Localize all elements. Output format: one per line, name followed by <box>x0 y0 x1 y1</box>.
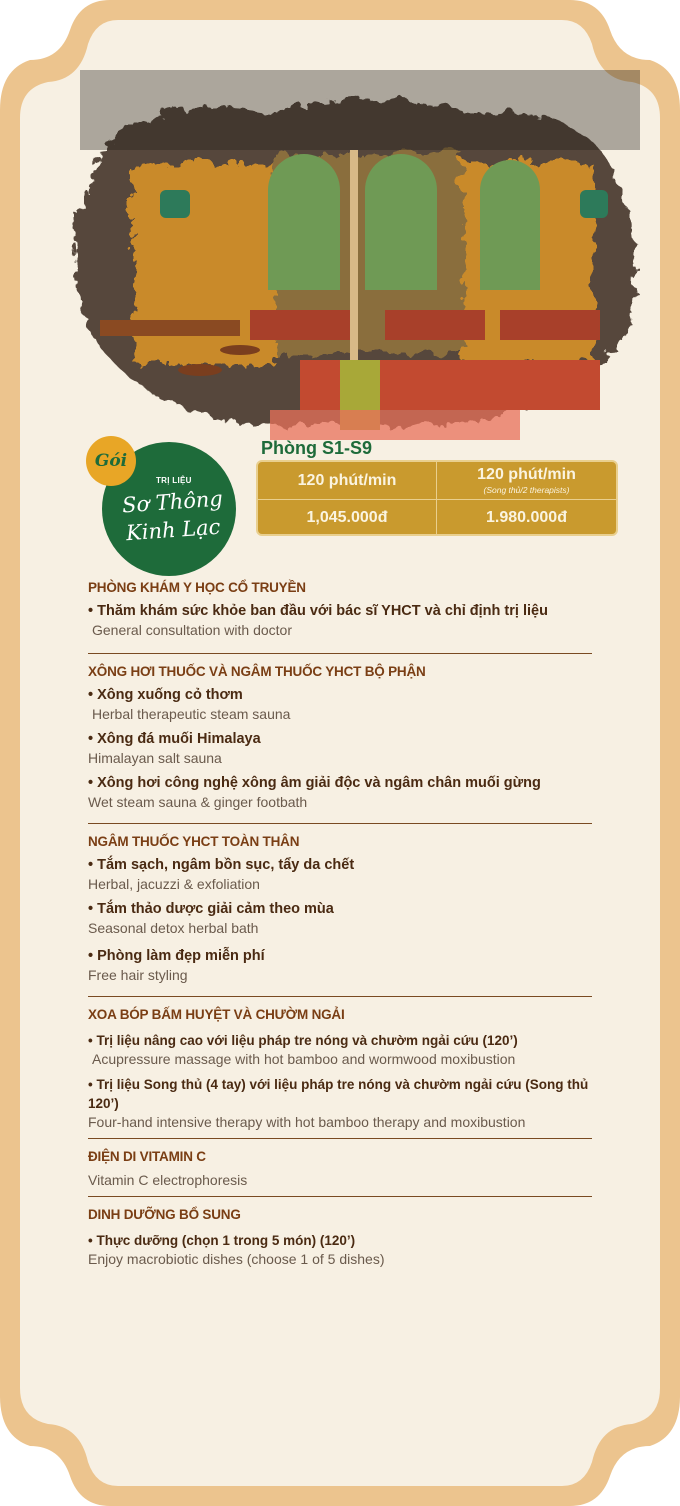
item-vietnamese: • Trị liệu nâng cao với liệu pháp tre nóng và chườm ngải cứu (120’) <box>88 1033 518 1048</box>
section-divider <box>88 1196 592 1197</box>
item-vietnamese: • Xông hơi công nghệ xông âm giải độc và ngâm chân muối gừng <box>88 775 541 791</box>
room-title: Phòng S1-S9 <box>261 438 373 458</box>
section-divider <box>88 1138 592 1139</box>
item-vietnamese: • Thăm khám sức khỏe ban đầu với bác sĩ YHCT và chỉ định trị liệu <box>88 603 548 619</box>
duration-header-double <box>437 462 616 500</box>
item-vietnamese: • Trị liệu Song thủ (4 tay) với liệu pháp tre nóng và chườm ngải cứu (Song thủ 120’) <box>88 1077 589 1111</box>
item-english: Wet steam sauna & ginger footbath <box>88 794 308 810</box>
item-english: Herbal, jacuzzi & exfoliation <box>88 876 260 892</box>
section-nutrition <box>88 1207 628 1268</box>
section-clinic <box>88 580 628 639</box>
item-vietnamese: • Tắm thảo dược giải cảm theo mùa <box>88 901 334 917</box>
item-vietnamese: • Xông đá muối Himalaya <box>88 731 261 747</box>
section-title: NGÂM THUỐC YHCT TOÀN THÂN <box>88 834 300 849</box>
duration-label: 120 phút/min <box>297 471 397 489</box>
item-english: General consultation with doctor <box>92 622 292 638</box>
spa-room-illustration <box>40 70 640 440</box>
price-double: 1.980.000đ <box>486 509 567 526</box>
item-english: Herbal therapeutic steam sauna <box>92 706 291 722</box>
section-massage <box>88 1007 628 1131</box>
duration-label: 120 phút/min <box>477 466 576 483</box>
item-english: Free hair styling <box>88 967 188 983</box>
section-title: ĐIỆN DI VITAMIN C <box>88 1149 206 1164</box>
section-vitamin-c <box>88 1149 628 1189</box>
section-divider <box>88 653 592 654</box>
list-item <box>88 1231 628 1268</box>
list-item <box>88 1031 628 1068</box>
list-item <box>88 856 628 893</box>
list-item <box>88 774 628 811</box>
section-title: PHÒNG KHÁM Y HỌC CỔ TRUYỀN <box>88 580 306 595</box>
item-english: Four-hand intensive therapy with hot bamboo therapy and moxibustion <box>88 1114 526 1130</box>
section-title: XÔNG HƠI THUỐC VÀ NGÂM THUỐC YHCT BỘ PHẬN <box>88 664 426 679</box>
list-item <box>88 602 628 639</box>
item-vietnamese: • Xông xuống cỏ thơm <box>88 687 243 703</box>
list-item <box>88 947 628 984</box>
badge-package-label: Gói <box>86 436 136 486</box>
duration-header-single <box>258 462 437 500</box>
section-title: XOA BÓP BẤM HUYỆT VÀ CHƯỜM NGẢI <box>88 1007 345 1022</box>
item-english: Seasonal detox herbal bath <box>88 920 259 936</box>
duration-note: (Song thủ/2 therapists) <box>483 485 570 495</box>
spa-room-photo <box>40 70 640 440</box>
section-divider <box>88 996 592 997</box>
item-vietnamese: • Phòng làm đẹp miễn phí <box>88 948 265 964</box>
list-item <box>88 1171 628 1189</box>
price-table <box>256 460 618 536</box>
section-title: DINH DƯỠNG BỔ SUNG <box>88 1207 241 1222</box>
section-steam <box>88 664 628 811</box>
item-vietnamese: • Tắm sạch, ngâm bồn sục, tẩy da chết <box>88 857 355 873</box>
list-item <box>88 900 628 937</box>
badge-subtitle: TRỊ LIỆU <box>156 476 192 485</box>
item-english: Himalayan salt sauna <box>88 750 222 766</box>
badge-name-line1: Sơ Thông <box>121 486 224 518</box>
section-full-body-bath <box>88 834 628 984</box>
item-english: Vitamin C electrophoresis <box>88 1172 248 1188</box>
services-list <box>88 580 628 1275</box>
list-item <box>88 1075 628 1131</box>
item-vietnamese: • Thực dưỡng (chọn 1 trong 5 món) (120’) <box>88 1233 356 1248</box>
package-badge <box>86 436 238 578</box>
item-english: Acupressure massage with hot bamboo and wormwood moxibustion <box>92 1051 516 1067</box>
item-english: Enjoy macrobiotic dishes (choose 1 of 5 dishes) <box>88 1251 385 1267</box>
list-item <box>88 686 628 723</box>
list-item <box>88 730 628 767</box>
price-single: 1,045.000đ <box>258 500 437 536</box>
badge-name-line2: Kinh Lạc <box>125 514 222 546</box>
section-divider <box>88 823 592 824</box>
